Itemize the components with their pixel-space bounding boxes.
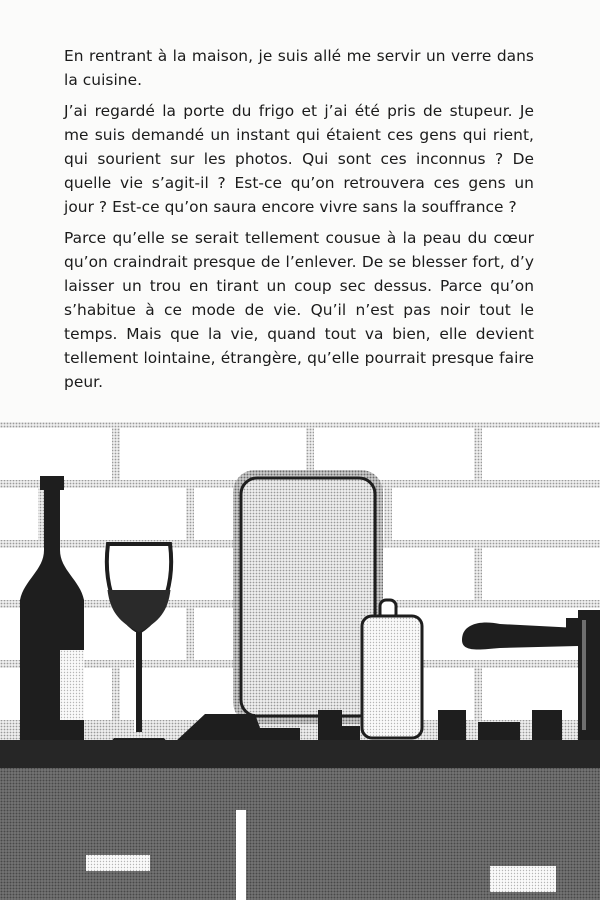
- paragraph-2: J’ai regardé la porte du frigo et j’ai été pris de stupeur. Je me suis demandé un instant qui étaient ces gens qui rient, qui sourient sur les photos. Qui sont ces inconnus ? De quelle vie s’agit-il ? Est-ce qu’on retrouvera ces gens un jour ? Est-ce qu’on saura encore vivre sans la souffrance ?: [64, 102, 534, 216]
- small-board-icon: [362, 600, 422, 738]
- counter: [0, 740, 600, 900]
- paragraph-1: En rentrant à la maison, je suis allé me servir un verre dans la cuisine.: [64, 47, 534, 89]
- kitchen-illustration: [0, 410, 600, 900]
- paragraph-3: Parce qu’elle se serait tellement cousue à la peau du cœur qu’on craindrait presque de l’enlever. De se blesser fort, d’y laisser un trou en tirant un coup sec dessus. Parce qu’on s’habitue à ce mode de vie. Qu’il n’est pas noir tout le temps. Mais que la vie, quand tout va bien, elle devient tellement lointaine, étrangère, qu’elle pourrait presque faire peur.: [64, 229, 534, 391]
- page-text: [64, 44, 534, 401]
